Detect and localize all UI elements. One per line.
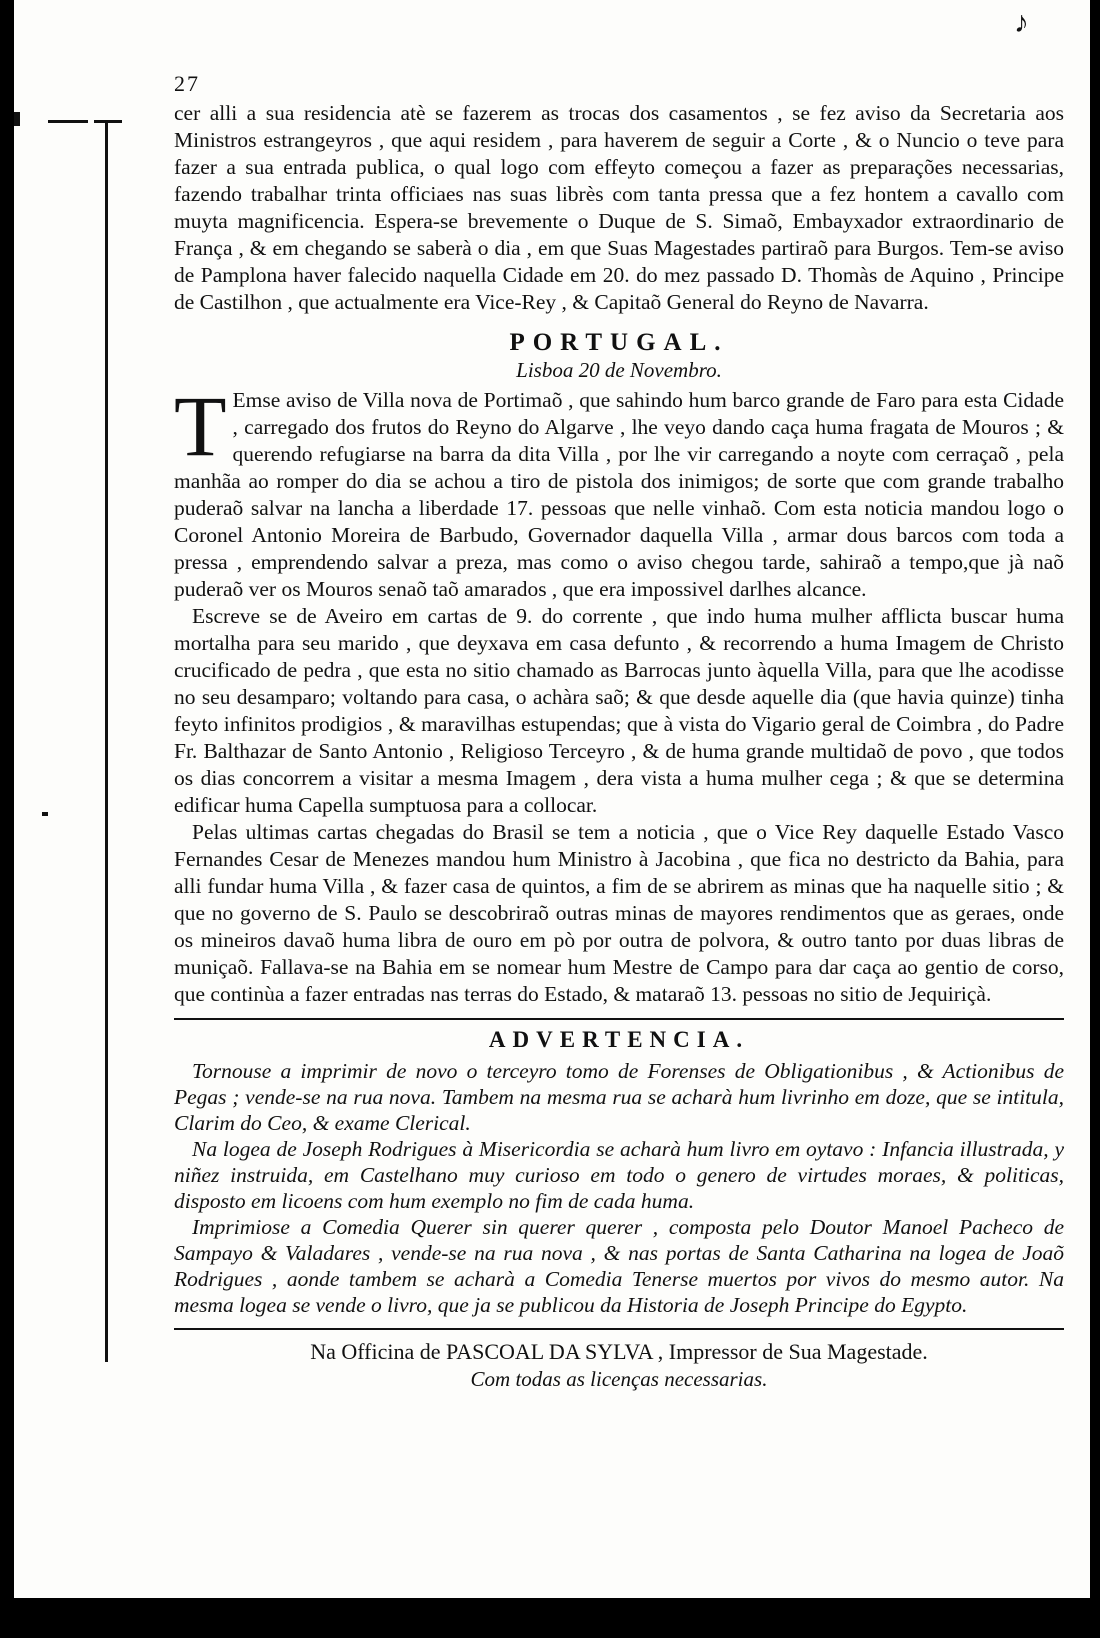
advertencia-heading: ADVERTENCIA. [488,1027,750,1052]
corner-ink-mark: ♪ [1014,6,1029,39]
portimao-news-text: Emse aviso de Villa nova de Portimaõ , que sahindo hum barco grande de Faro para esta Cidade , carregado dos frutos do Reyno do Algarve , lhe veyo dando caça huma fragata de Mouros ; & querendo refugiarse na barra da dita Villa , por lhe vir carregando a noyte com cerraçaõ , pela manhãa ao romper do dia se achou a tiro de pistola dos inimigos; de sorte que com grande trabalho puderaõ salvar na lancha a liberdade 17. pessoas que nelle vinhaõ. Com esta noticia mandou logo o Coronel Antonio Moreira de Barbudo, Governador daquella Villa , armar dous barcos com toda a pressa , emprendendo salvar a preza, mas como o aviso chegou tarde, sahiraõ a tempo,que jà naõ puderaõ ver os Mouros senaõ taõ amarados , que era impossivel darlhes alcance. [174,388,1064,601]
dropcap-letter: T [174,378,227,474]
portugal-heading: PORTUGAL. [509,329,729,356]
newspaper-page [14,0,1090,1598]
notice-pegas: Tornouse a imprimir de novo o terceyro tomo de Forenses de Obligationibus , & Actionibus de Pegas ; vende-se na rua nova. Tambem na mesma rua se acharà hum livrinho em doze, que se intitula, Clarim do Ceo, & exame Clerical. [174,1059,1064,1135]
colophon-divider [174,1328,1064,1330]
printer-imprint: Na Officina de PASCOAL DA SYLVA , Impressor de Sua Magestade. [310,1339,928,1364]
spain-news-paragraph: cer alli a sua residencia atè se fazerem as trocas dos casamentos , se fez aviso da Secretaria aos Ministros estrangeyros , que aqui residem , para haverem de seguir a Corte , & o Nuncio o teve para fazer a sua entrada publica, o qual logo com effeyto começou a fazer as preparações necessarias, fazendo trabalhar trinta officiaes nas suas librès com tanta pressa que a fez hontem a cavallo com muyta magnificencia. Espera-se brevemente o Duque de S. Simaõ, Embayxador extraordinario de França , & em chegando se saberà o dia , em que Suas Magestades partiraõ para Burgos. Tem-se aviso de Pamplona haver falecido naquella Cidade em 20. do mez passado D. Thomàs de Aquino , Principe de Castilhon , que actualmente era Vice-Rey , & Capitaõ General do Reyno de Navarra. [174,101,1064,314]
binding-dash [48,120,88,123]
portimao-news-paragraph [174,378,1064,603]
aveiro-news-paragraph: Escreve se de Aveiro em cartas de 9. do corrente , que indo huma mulher afflicta buscar huma mortalha para seu marido , que deyxava em casa defunto , & recorrendo a huma Imagem de Christo crucificado de pedra , que esta no sitio chamado as Barrocas junto àquella Villa, para que lhe acodisse no seu desamparo; voltando para casa, o achàra saõ; & que desde aquelle dia (que havia quinze) tinha feyto infinitos prodigios , & maravilhas estupendas; que à vista do Vigario geral de Coimbra , do Padre Fr. Balthazar de Santo Antonio , Religioso Terceyro , & de huma grande multidaõ de povo , que todos os dias concorrem a visitar a mesma Imagem , dera vista a huma mulher cega ; & que se determina edificar huma Capella sumptuosa para a collocar. [174,604,1064,817]
licences-line: Com todas as licenças necessarias. [470,1367,768,1391]
binding-line [105,122,108,1362]
binding-edge [14,0,134,1598]
lisbon-dateline: Lisboa 20 de Novembro. [516,358,722,382]
binding-mark-middle [42,812,48,816]
page-number: 27 [174,71,200,96]
brasil-news-paragraph: Pelas ultimas cartas chegadas do Brasil se tem a noticia , que o Vice Rey daquelle Estado Vasco Fernandes Cesar de Menezes mandou hum Ministro à Jacobina , que fica no destricto da Bahia, para alli fundar huma Villa , & fazer casa de quintos, a fim de se abrirem as minas que ha naquelle sitio ; & que no governo de S. Paulo se descobriraõ outras minas de mayores rendimentos que as geraes, onde os mineiros davaõ huma libra de ouro em pò por outra de polvora, & outro tanto por duas libras de muniçaõ. Fallava-se na Bahia em se nomear hum Mestre de Campo para dar caça ao gentio de corso, que continùa a fazer entradas nas terras do Estado, & mataraõ 13. pessoas no sitio de Jequiriçà. [174,820,1064,1006]
binding-bracket-top [94,120,122,123]
binding-mark-top [14,112,20,126]
article-body [174,100,1064,1392]
section-divider [174,1018,1064,1020]
notice-infancia: Na logea de Joseph Rodrigues à Misericordia se acharà hum livro em oytavo : Infancia illustrada, y niñez instruida, em Castelhano muy curioso em todo o genero de virtudes moraes, & politicas, disposto em licoens com hum exemplo no fim de cada huma. [174,1137,1064,1213]
notice-comedia: Imprimiose a Comedia Querer sin querer querer , composta pelo Doutor Manoel Pacheco de Sampayo & Valadares , vende-se na rua nova , & nas portas de Santa Catharina na logea de Joaõ Rodrigues , aonde tambem se acharà a Comedia Tenerse muertos por vivos do mesmo autor. Na mesma logea se vende o livro, que ja se publicou da Historia de Joseph Principe do Egypto. [174,1215,1064,1317]
